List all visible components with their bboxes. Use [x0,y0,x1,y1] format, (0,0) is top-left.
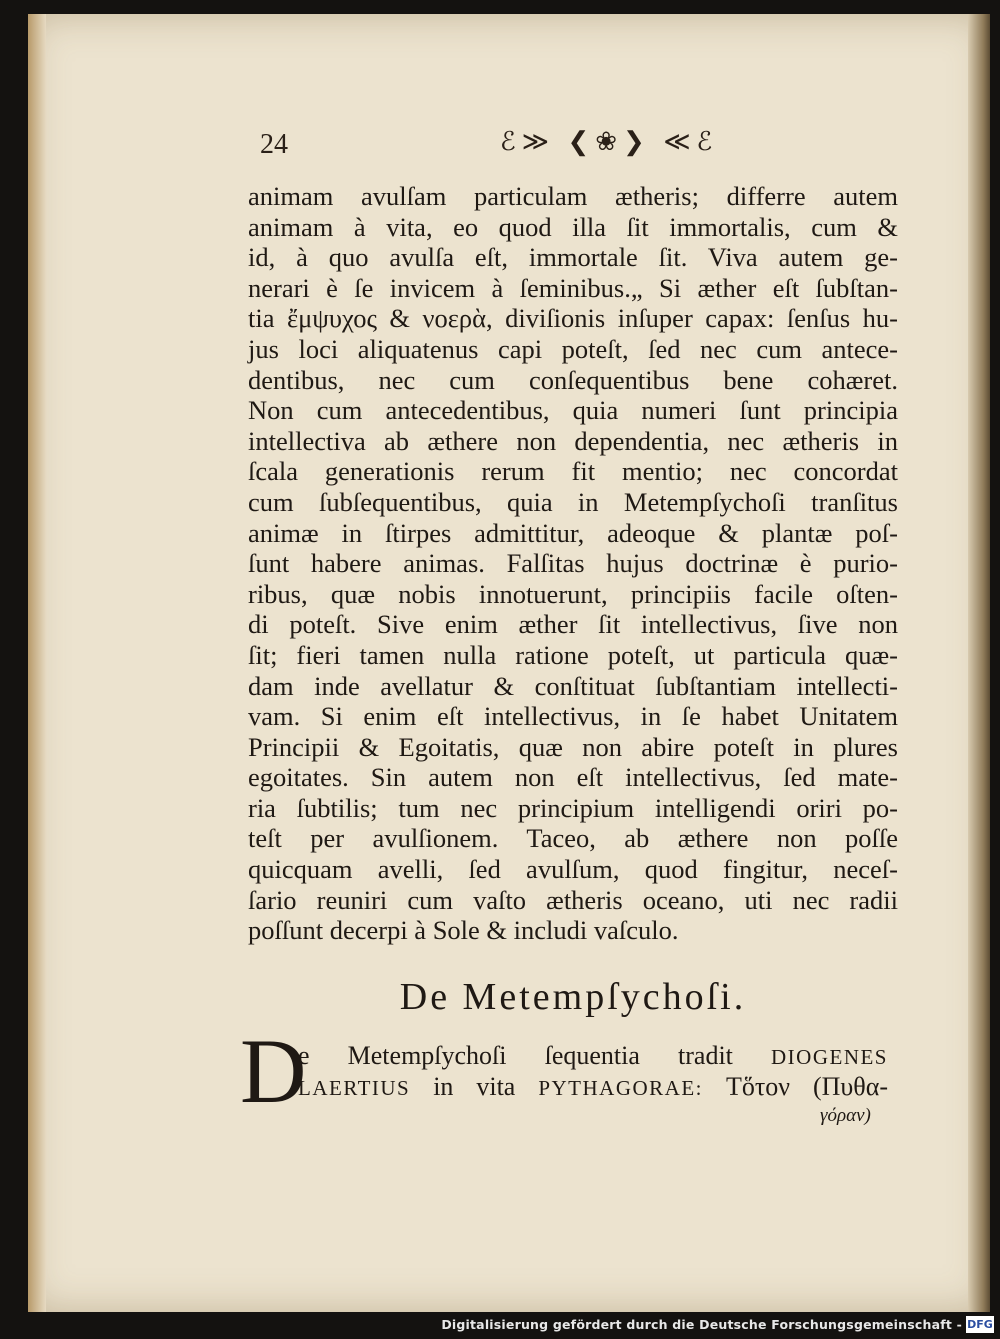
text-line: jus loci aliquatenus capi poteſt, ſed nec cum antece- [248,333,898,364]
greek-text: γόραν) [820,1105,871,1126]
greek-text: Τὅτον (Πυθα- [725,1072,889,1101]
text-line: animam à vita, eo quod illa ſit immortalis, cum & [248,211,898,242]
body-paragraph [248,181,898,946]
text-line [298,1072,888,1103]
text-line: ria ſubtilis; tum nec principium intelligendi oriri po- [248,792,898,823]
text-line: intellectiva ab æthere non dependentia, nec ætheris in [248,425,898,456]
page-header [260,125,890,165]
header-ornament: ℰ≫ ❮❀❯ ≪ℰ [500,127,719,156]
text-line: dentibus, nec cum conſequentibus bene cohæret. [248,364,898,395]
text-span: e Metempſychoſi ſequentia tradit [298,1041,733,1070]
subject-name: PYTHAGORAE: [538,1076,703,1100]
text-line: vam. Si enim eſt intellectivus, in ſe habet Unitatem [248,701,898,732]
text-line: ribus, quæ nobis innotuerunt, principiis facile oſten- [248,578,898,609]
text-line: egoitates. Sin autem non eſt intellectivus, ſed mate- [248,762,898,793]
text-line: animæ in ſtirpes admittitur, adeoque & plantæ poſ- [248,517,898,548]
text-line [298,1041,888,1072]
author-name: DIOGENES [771,1045,888,1069]
funding-credit: Digitalisierung gefördert durch die Deutsche Forschungsgemeinschaft - [441,1317,962,1332]
text-line: ſit; fieri tamen nulla ratione poteſt, ut particula quæ- [248,639,898,670]
text-line: ſcala generationis rerum fit mentio; nec concordat [248,456,898,487]
page-gutter [968,14,990,1312]
text-line: ſario reuniri cum vaſto ætheris oceano, uti nec radii [248,884,898,915]
text-span: in vita [433,1072,516,1101]
drop-cap: D [240,1020,307,1122]
author-name: LAERTIUS [298,1076,411,1100]
dfg-logo-icon: DFG [967,1318,993,1331]
page-number: 24 [260,129,288,160]
text-line: nerari è ſe invicem à ſeminibus.„ Si æther eſt ſubſtan- [248,272,898,303]
text-line: teſt per avulſionem. Taceo, ab æthere non poſſe [248,823,898,854]
text-line: Non cum antecedentibus, quia numeri ſunt principia [248,395,898,426]
section-paragraph [298,1041,888,1103]
text-line: quicquam avelli, ſed avulſum, quod fingitur, neceſ- [248,854,898,885]
footer-bar [0,1312,1000,1339]
text-line: id, à quo avulſa eſt, immortale ſit. Viva autem ge- [248,242,898,273]
section-heading: De Metempſychoſi. [399,976,747,1018]
text-line: di poteſt. Sive enim æther ſit intellectivus, ſive non [248,609,898,640]
text-line: Principii & Egoitatis, quæ non abire poteſt in plures [248,731,898,762]
text-line: dam inde avellatur & conſtituat ſubſtantiam intellecti- [248,670,898,701]
text-line: ſunt habere animas. Falſitas hujus doctrinæ è purio- [248,548,898,579]
text-line: tia ἔμψυχος & νοερὰ, diviſionis inſuper capax: ſenſus hu- [248,303,898,334]
text-line: poſſunt decerpi à Sole & includi vaſculo. [248,915,679,946]
text-line: cum ſubſequentibus, quia in Metempſychoſi tranſitus [248,486,898,517]
text-line: animam avulſam particulam ætheris; differre autem [248,181,898,211]
